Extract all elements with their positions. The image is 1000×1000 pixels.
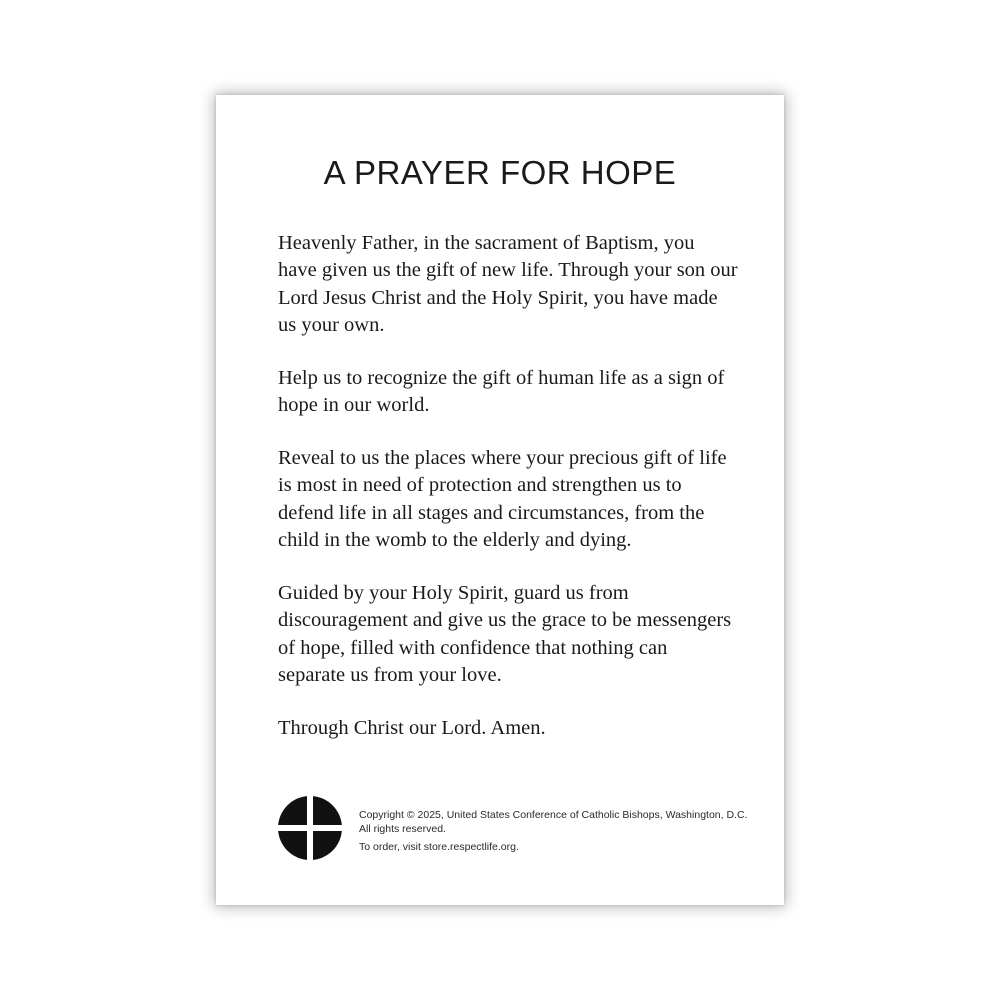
prayer-paragraph-1: Heavenly Father, in the sacrament of Baptism, you have given us the gift of new life. Through your son our Lord Jesus Christ and the Holy Spirit, you have made us your own. xyxy=(278,232,738,337)
copyright-notice: Copyright © 2025, United States Conference of Catholic Bishops, Washington, D.C. All rights reserved. xyxy=(359,809,748,835)
prayer-paragraph-4: Guided by your Holy Spirit, guard us from discouragement and give us the grace to be messengers of hope, filled with confidence that nothing can separate us from your love. xyxy=(278,582,732,687)
card-title: A PRAYER FOR HOPE xyxy=(323,154,677,191)
order-info: To order, visit store.respectlife.org. xyxy=(359,841,519,853)
footer-text xyxy=(359,809,759,855)
prayer-card xyxy=(216,95,784,905)
prayer-paragraph-3: Reveal to us the places where your precious gift of life is most in need of protection and strengthen us to defend life in all stages and circumstances, from the child in the womb to the elderly and dying. xyxy=(278,447,727,552)
prayer-closing: Through Christ our Lord. Amen. xyxy=(278,717,546,739)
usccb-cross-icon xyxy=(277,795,343,861)
prayer-paragraph-2: Help us to recognize the gift of human life as a sign of hope in our world. xyxy=(278,367,725,417)
